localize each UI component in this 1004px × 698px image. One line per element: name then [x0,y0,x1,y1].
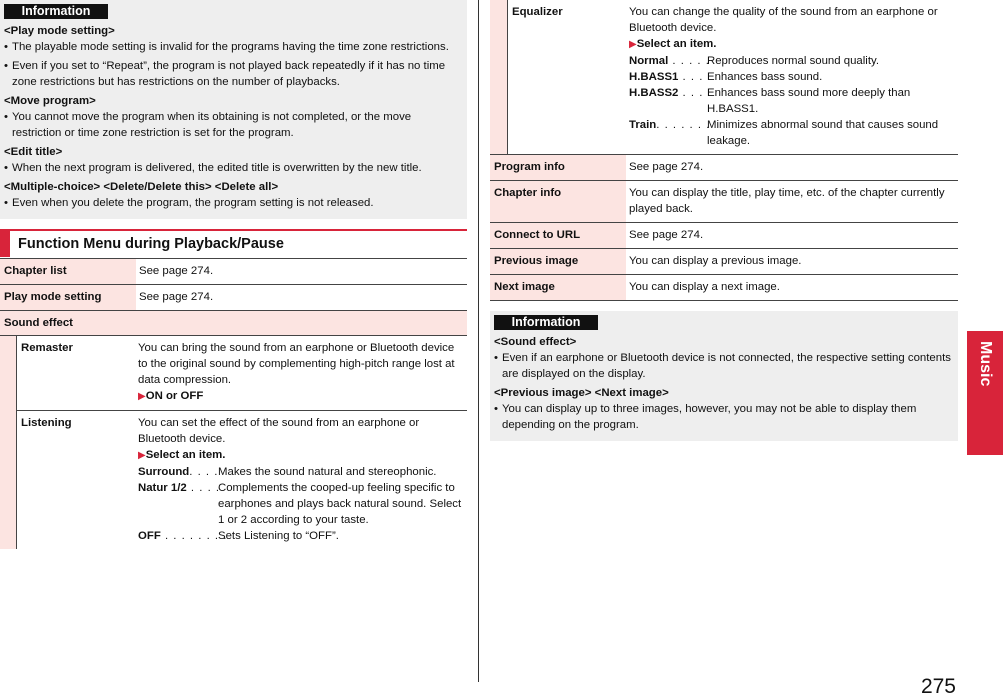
choice-text: Select an item. [636,38,717,50]
row-value: You can display the title, play time, etc. of the chapter currently played back. [629,187,945,215]
row-value: See page 274. [629,229,704,241]
row-label: Previous image [490,249,626,274]
table-row-connect-url [490,223,958,249]
info-tag: Information [494,315,598,330]
table-row-sound-effect [0,311,467,336]
remaster-text: You can bring the sound from an earphone or Bluetooth device to the original sound by complementing high-pitch range lost at data compression. [138,342,455,386]
option-desc: Makes the sound natural and stereophonic. [218,466,437,478]
row-value [135,336,467,410]
option-desc: Enhances bass sound more deeply than H.BASS1. [707,87,911,115]
option-desc: Sets Listening to “OFF”. [218,530,339,542]
chapter-side-tab-label: Music [977,341,994,387]
info-heading: <Multiple-choice> <Delete/Delete this> <Delete all> [4,181,279,193]
left-column [0,0,467,549]
option-name: Surround. . . . [138,466,219,478]
option-item [138,528,463,544]
option-item [629,85,954,117]
choice-text: Select an item. [145,449,226,461]
option-name: Train. . . . . . . [629,119,711,131]
table-row-chapter-info [490,181,958,223]
listening-choice [138,447,463,464]
nest-indent [0,336,17,549]
table-row-next-image [490,275,958,301]
table-row-equalizer [508,0,958,154]
row-label: Next image [490,275,626,300]
row-value: You can display a previous image. [629,255,802,267]
right-column [490,0,958,441]
info-bullet: • Even if an earphone or Bluetooth device is not connected, the respective setting contents are displayed on the display. [494,350,954,382]
row-label: Play mode setting [0,285,136,310]
equalizer-text: You can change the quality of the sound from an earphone or Bluetooth device. [629,6,938,34]
option-item [138,464,463,480]
option-desc: Reproduces normal sound quality. [707,55,880,67]
option-desc: Minimizes abnormal sound that causes sound leakage. [707,119,939,147]
sound-effect-group-continued [490,0,958,155]
row-label: Program info [490,155,626,180]
sound-effect-group [0,336,467,549]
option-item [629,117,954,149]
table-row-listening [17,411,467,549]
info-box-right [490,311,958,441]
chapter-side-tab [967,331,1003,455]
info-heading: <Play mode setting> [4,25,115,37]
info-heading: <Edit title> [4,146,63,158]
choice-text: ON or OFF [145,390,204,402]
page-number: 275 [920,675,956,698]
option-item [138,480,463,528]
option-name: Normal . . . . . [629,55,710,67]
function-menu-table-continued [490,0,958,301]
listening-text: You can set the effect of the sound from an earphone or Bluetooth device. [138,417,420,445]
info-bullet: • Even when you delete the program, the program setting is not released. [4,195,463,211]
info-bullet: • You cannot move the program when its obtaining is not completed, or the move restriction or time zone restriction is set for the program. [4,109,463,141]
info-bullet: • When the next program is delivered, the edited title is overwritten by the new title. [4,160,463,176]
info-box-left [0,0,467,219]
remaster-choice [138,388,463,405]
nest-indent [490,0,508,154]
row-value: You can display a next image. [629,281,780,293]
option-desc: Enhances bass sound. [707,71,823,83]
row-value: See page 274. [629,161,704,173]
row-value: See page 274. [139,265,214,277]
function-menu-table [0,258,467,549]
section-title-text: Function Menu during Playback/Pause [18,236,284,252]
info-heading: <Move program> [4,95,96,107]
arrow-right-icon: ▶ [629,39,637,50]
option-name: H.BASS1 . . . [629,71,704,83]
row-label: Chapter list [0,259,136,284]
info-tag: Information [4,4,108,19]
section-title [0,229,467,258]
info-bullet: • Even if you set to “Repeat”, the program is not played back repeatedly if it has no time zone restrictions but has restrictions on the number of playbacks. [4,58,463,90]
table-row-previous-image [490,249,958,275]
option-name: Natur 1/2 . . . . [138,482,221,494]
info-bullet: • You can display up to three images, however, you may not be able to display them depending on the program. [494,401,954,433]
table-row-remaster [17,336,467,411]
row-label: Listening [17,411,135,549]
column-divider [478,0,479,682]
arrow-right-icon: ▶ [138,450,146,461]
row-value: See page 274. [139,291,214,303]
arrow-right-icon: ▶ [138,391,146,402]
info-bullet: • The playable mode setting is invalid for the programs having the time zone restrictions. [4,39,463,55]
equalizer-choice [629,36,954,53]
row-label: Connect to URL [490,223,626,248]
option-item [629,69,954,85]
option-desc: Complements the cooped-up feeling specific to earphones and plays back natural sound. Select 1 or 2 according to your taste. [218,482,462,526]
option-name: H.BASS2 . . . [629,87,704,99]
info-heading: <Sound effect> [494,336,577,348]
table-row-play-mode [0,285,467,311]
info-heading: <Previous image> <Next image> [494,387,669,399]
row-label: Sound effect [0,311,467,335]
row-value [626,0,958,154]
option-item [629,53,954,69]
table-row-chapter-list [0,258,467,285]
table-row-program-info [490,155,958,181]
row-label: Remaster [17,336,135,410]
option-name: OFF . . . . . . . . [138,530,228,542]
row-value [135,411,467,549]
row-label: Chapter info [490,181,626,222]
row-label: Equalizer [508,0,626,154]
